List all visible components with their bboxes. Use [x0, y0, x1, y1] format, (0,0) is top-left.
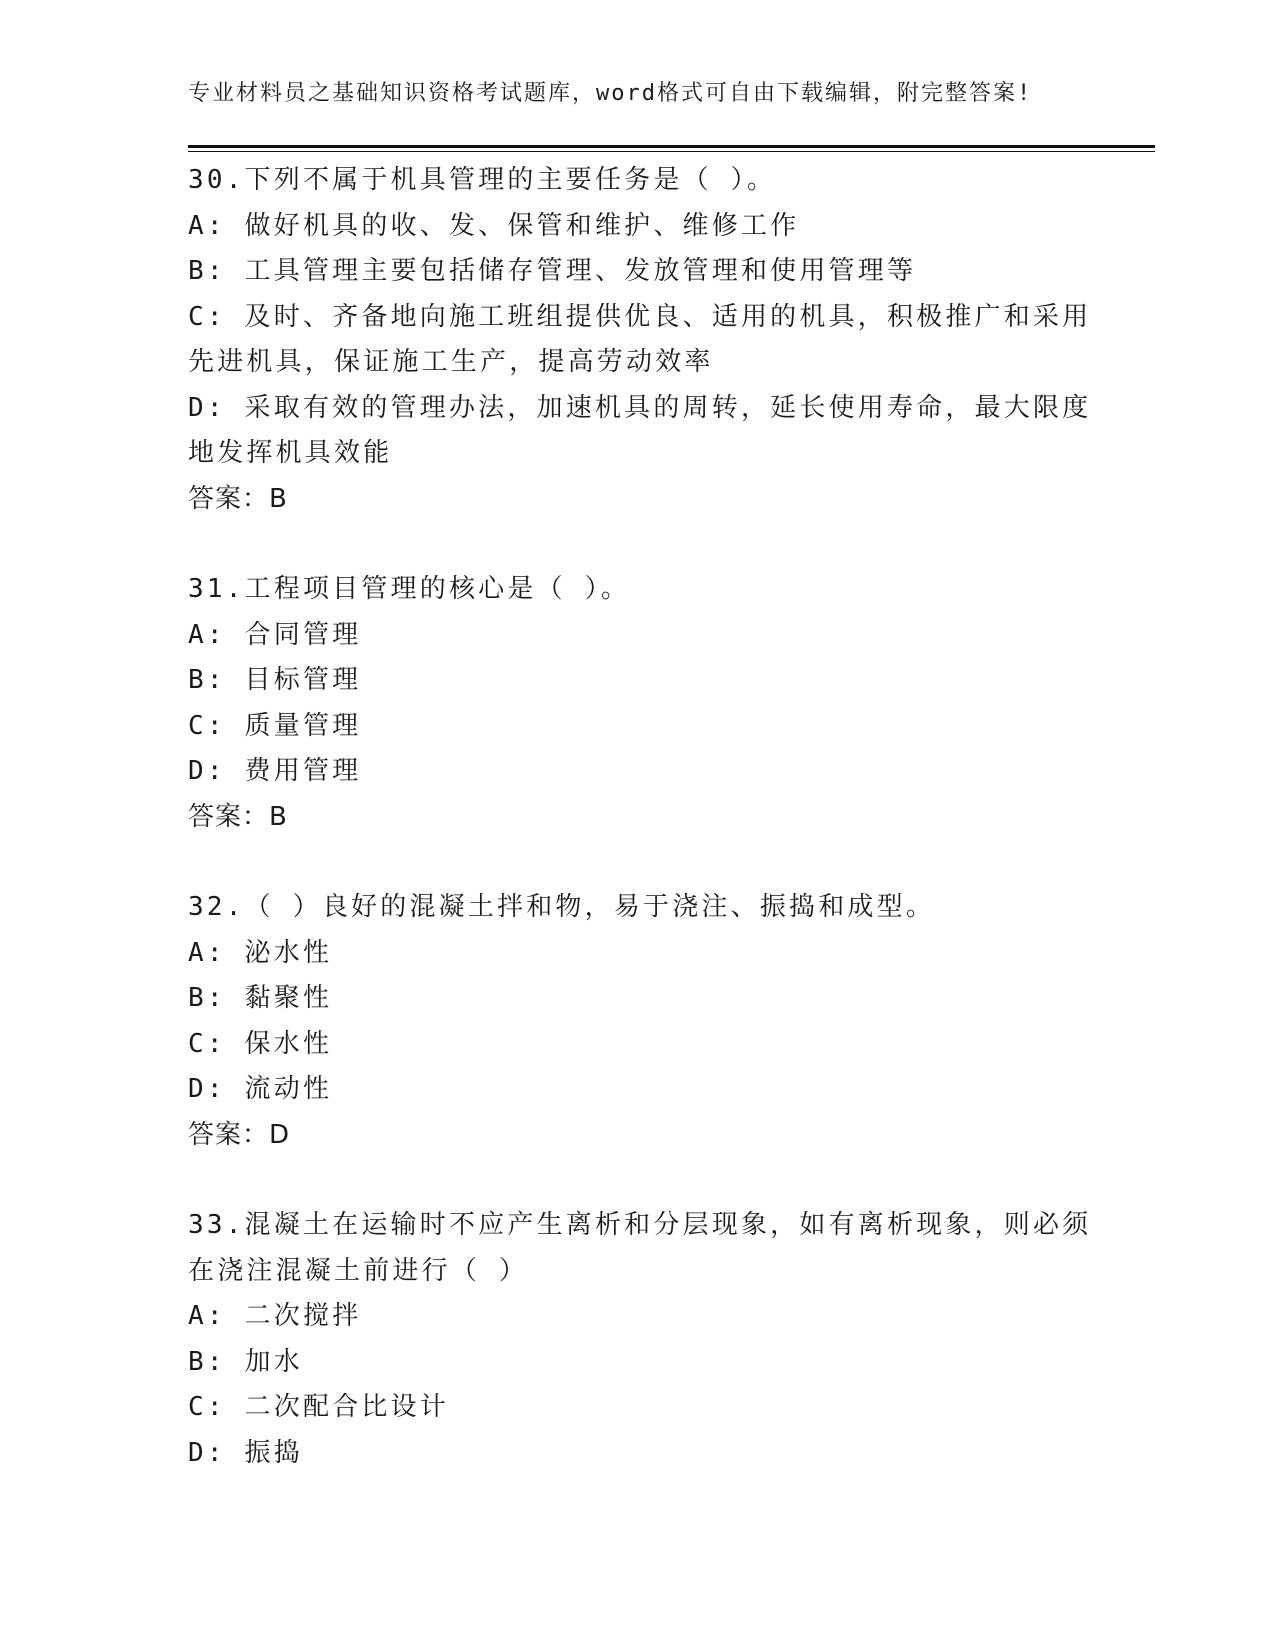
answer: 答案：D	[188, 1119, 291, 1150]
question-stem: 30.下列不属于机具管理的主要任务是（ ）。	[188, 165, 777, 195]
question-list	[188, 158, 1092, 1521]
option-d: D: 振捣	[188, 1437, 303, 1468]
option-b: B: 黏聚性	[188, 983, 333, 1013]
option-b: B: 工具管理主要包括储存管理、发放管理和使用管理等	[188, 256, 917, 286]
question-stem-continued: 在浇注混凝土前进行（ ）	[188, 1255, 529, 1286]
option-a: A: 合同管理	[188, 619, 362, 650]
header-rule-thick	[188, 145, 1155, 148]
option-d: D: 采取有效的管理办法，加速机具的周转，延长使用寿命，最大限度	[188, 392, 1092, 423]
option-c-continued: 先进机具，保证施工生产，提高劳动效率	[188, 347, 714, 377]
option-c: C: 二次配合比设计	[188, 1392, 449, 1422]
option-d: D: 费用管理	[188, 756, 362, 786]
question-33	[188, 1203, 1092, 1476]
option-b: B: 目标管理	[188, 665, 362, 695]
option-a: A: 泌水性	[188, 937, 333, 968]
answer: 答案：B	[188, 483, 288, 514]
option-d-continued: 地发挥机具效能	[188, 438, 393, 468]
question-31	[188, 567, 1088, 840]
option-c: C: 质量管理	[188, 710, 362, 741]
question-stem: 31.工程项目管理的核心是（ ）。	[188, 574, 631, 604]
header-rule-thin	[188, 151, 1155, 152]
option-a: A: 二次搅拌	[188, 1301, 362, 1331]
question-stem: 33.混凝土在运输时不应产生离析和分层现象，如有离析现象，则必须	[188, 1210, 1092, 1240]
question-30	[188, 158, 1092, 522]
page-header: 专业材料员之基础知识资格考试题库，word格式可自由下载编辑，附完整答案!	[188, 81, 1033, 106]
option-a: A: 做好机具的收、发、保管和维护、维修工作	[188, 210, 800, 241]
question-stem: 32.（ ）良好的混凝土拌和物，易于浇注、振捣和成型。	[188, 892, 936, 922]
answer: 答案：B	[188, 801, 288, 832]
option-c: C: 及时、齐备地向施工班组提供优良、适用的机具，积极推广和采用	[188, 301, 1092, 332]
option-d: D: 流动性	[188, 1074, 333, 1104]
question-32	[188, 885, 1088, 1158]
option-c: C: 保水性	[188, 1028, 333, 1059]
option-b: B: 加水	[188, 1346, 303, 1377]
